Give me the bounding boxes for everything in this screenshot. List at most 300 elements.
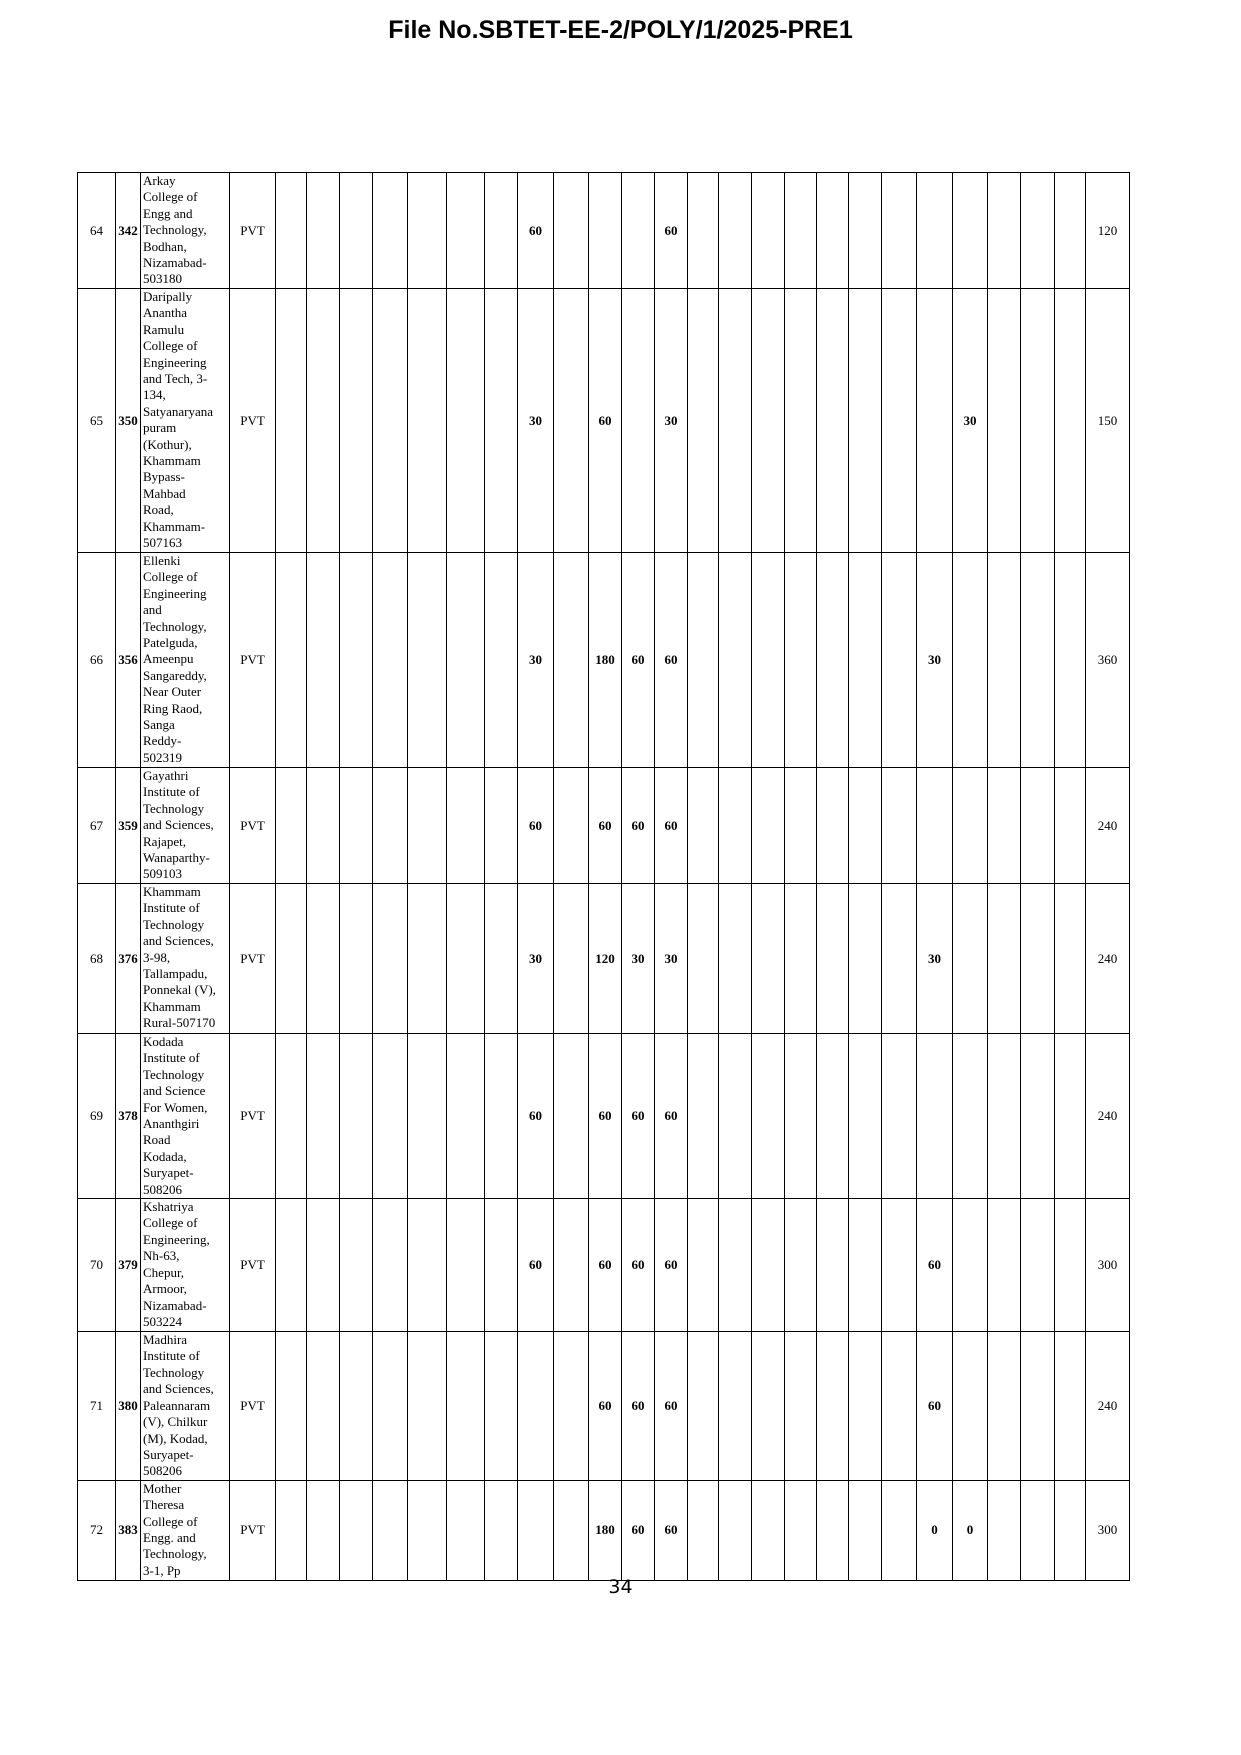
college-name-line: and Sciences, bbox=[143, 817, 214, 833]
intake-cell: 60 bbox=[622, 553, 655, 768]
intake-cell bbox=[719, 173, 752, 289]
intake-cell bbox=[307, 289, 340, 553]
intake-cell bbox=[953, 553, 988, 768]
college-name-line: For Women, bbox=[143, 1099, 208, 1115]
college-name-line: Kshatriya bbox=[143, 1199, 194, 1215]
college-name-line: Engineering bbox=[143, 354, 207, 370]
intake-cell bbox=[276, 173, 307, 289]
intake-cell: 60 bbox=[655, 1332, 688, 1481]
intake-cell bbox=[276, 289, 307, 553]
intake-cell bbox=[447, 553, 485, 768]
intake-cell bbox=[554, 1480, 589, 1580]
intake-cell bbox=[340, 884, 373, 1034]
college-name-line: 508206 bbox=[143, 1463, 182, 1479]
intake-cell bbox=[688, 768, 719, 884]
intake-cell bbox=[953, 1034, 988, 1199]
intake-cell bbox=[817, 884, 849, 1034]
intake-cell bbox=[518, 1332, 554, 1481]
table-row bbox=[78, 1199, 1130, 1332]
intake-cell: 60 bbox=[917, 1332, 953, 1481]
intake-cell bbox=[485, 768, 518, 884]
intake-cell bbox=[1055, 289, 1086, 553]
college-name-line: Gayathri bbox=[143, 768, 189, 783]
intake-cell bbox=[785, 1332, 817, 1481]
page-number: 34 bbox=[608, 1576, 633, 1598]
college-name-line: Madhira bbox=[143, 1332, 188, 1348]
college-name-line: Institute of bbox=[143, 1050, 200, 1066]
institution-type-cell: PVT bbox=[230, 173, 276, 289]
college-name-line: Ellenki bbox=[143, 553, 181, 568]
intake-cell bbox=[276, 553, 307, 768]
college-name-line: Satyanaryana bbox=[143, 403, 214, 419]
intake-cell bbox=[988, 884, 1021, 1034]
intake-cell: 60 bbox=[917, 1199, 953, 1332]
intake-cell bbox=[688, 884, 719, 1034]
intake-cell bbox=[518, 1480, 554, 1580]
college-name-line: Institute of bbox=[143, 784, 200, 800]
intake-cell bbox=[953, 1332, 988, 1481]
college-name-line: Khammam- bbox=[143, 518, 206, 534]
intake-cell bbox=[554, 553, 589, 768]
intake-cell bbox=[849, 1199, 882, 1332]
intake-cell bbox=[988, 1199, 1021, 1332]
table-row bbox=[78, 884, 1130, 1034]
college-name-line: Ponnekal (V), bbox=[143, 982, 216, 998]
college-code-cell: 359 bbox=[116, 768, 141, 884]
college-name-line: puram bbox=[143, 420, 177, 436]
college-name-line: Anantha bbox=[143, 305, 188, 321]
intake-cell bbox=[953, 884, 988, 1034]
serial-number-cell: 67 bbox=[78, 768, 116, 884]
college-name-line: Nizamabad- bbox=[143, 1297, 207, 1313]
college-name-line: Paleannaram bbox=[143, 1397, 211, 1413]
college-name-line: 3-1, Pp bbox=[143, 1562, 181, 1578]
college-name-line: Institute of bbox=[143, 900, 200, 916]
intake-cell bbox=[849, 1034, 882, 1199]
intake-cell bbox=[373, 173, 408, 289]
intake-cell bbox=[589, 173, 622, 289]
college-name-line: Chepur, bbox=[143, 1264, 184, 1280]
intake-cell bbox=[276, 1199, 307, 1332]
intake-cell bbox=[752, 553, 785, 768]
serial-number-cell: 65 bbox=[78, 289, 116, 553]
intake-cell bbox=[485, 553, 518, 768]
intake-cell: 60 bbox=[655, 1034, 688, 1199]
college-name-line: Khammam bbox=[143, 998, 201, 1014]
intake-cell bbox=[485, 884, 518, 1034]
intake-cell bbox=[849, 1332, 882, 1481]
intake-cell bbox=[882, 1199, 917, 1332]
intake-cell bbox=[485, 173, 518, 289]
intake-cell bbox=[373, 768, 408, 884]
intake-cell bbox=[485, 1480, 518, 1580]
intake-cell bbox=[849, 768, 882, 884]
table-row bbox=[78, 768, 1130, 884]
intake-cell: 30 bbox=[953, 289, 988, 553]
total-intake-cell: 300 bbox=[1086, 1480, 1130, 1580]
intake-cell bbox=[307, 768, 340, 884]
intake-cell bbox=[408, 173, 447, 289]
intake-cell bbox=[688, 173, 719, 289]
intake-cell bbox=[988, 289, 1021, 553]
intake-cell bbox=[554, 1199, 589, 1332]
total-intake-cell: 240 bbox=[1086, 1034, 1130, 1199]
intake-cell bbox=[849, 884, 882, 1034]
college-name-line: 134, bbox=[143, 387, 166, 403]
intake-cell bbox=[719, 1034, 752, 1199]
college-code-cell: 350 bbox=[116, 289, 141, 553]
serial-number-cell: 70 bbox=[78, 1199, 116, 1332]
intake-cell bbox=[785, 1034, 817, 1199]
intake-cell: 30 bbox=[917, 884, 953, 1034]
intake-cell bbox=[917, 173, 953, 289]
institution-type-cell: PVT bbox=[230, 1332, 276, 1481]
college-name-line: Mother bbox=[143, 1480, 182, 1496]
intake-cell bbox=[688, 1332, 719, 1481]
college-name-line: and Science bbox=[143, 1083, 206, 1099]
intake-cell bbox=[408, 1034, 447, 1199]
intake-cell bbox=[1021, 1199, 1055, 1332]
college-name-line: Ameenpu bbox=[143, 651, 194, 667]
intake-cell bbox=[373, 1034, 408, 1199]
college-name-line: Theresa bbox=[143, 1497, 185, 1513]
intake-cell bbox=[752, 1480, 785, 1580]
intake-cell: 30 bbox=[917, 553, 953, 768]
intake-cell: 180 bbox=[589, 1480, 622, 1580]
intake-cell bbox=[485, 289, 518, 553]
intake-cell bbox=[785, 173, 817, 289]
intake-cell bbox=[408, 289, 447, 553]
college-name-line: Mahbad bbox=[143, 485, 186, 501]
intake-cell bbox=[882, 173, 917, 289]
intake-cell bbox=[953, 173, 988, 289]
serial-number-cell: 71 bbox=[78, 1332, 116, 1481]
intake-cell bbox=[849, 1480, 882, 1580]
intake-cell bbox=[447, 884, 485, 1034]
college-name-line: (V), Chilkur bbox=[143, 1414, 208, 1430]
intake-cell bbox=[752, 173, 785, 289]
college-name-cell bbox=[141, 1034, 230, 1199]
intake-cell bbox=[719, 1332, 752, 1481]
intake-cell bbox=[340, 553, 373, 768]
intake-cell bbox=[817, 553, 849, 768]
college-name-line: 3-98, bbox=[143, 949, 171, 965]
intake-cell bbox=[276, 884, 307, 1034]
college-name-line: and bbox=[143, 602, 162, 618]
college-name-line: Bodhan, bbox=[143, 238, 187, 254]
intake-cell bbox=[1055, 173, 1086, 289]
intake-cell bbox=[622, 289, 655, 553]
intake-cell: 60 bbox=[518, 1199, 554, 1332]
college-name-cell bbox=[141, 884, 230, 1034]
intake-cell bbox=[1021, 173, 1055, 289]
intake-cell bbox=[817, 1199, 849, 1332]
total-intake-cell: 240 bbox=[1086, 768, 1130, 884]
intake-cell: 60 bbox=[622, 1480, 655, 1580]
college-name-line: Wanaparthy- bbox=[143, 850, 210, 866]
college-code-cell: 380 bbox=[116, 1332, 141, 1481]
intake-cell bbox=[408, 1480, 447, 1580]
intake-cell bbox=[307, 884, 340, 1034]
college-name-line: Near Outer bbox=[143, 684, 202, 700]
college-name-line: Daripally bbox=[143, 289, 193, 304]
intake-cell: 60 bbox=[622, 1034, 655, 1199]
intake-cell bbox=[447, 1034, 485, 1199]
college-name-line: and Tech, 3- bbox=[143, 371, 208, 387]
college-name-line: College of bbox=[143, 189, 198, 205]
college-name-line: Ramulu bbox=[143, 321, 185, 337]
intake-cell bbox=[373, 1480, 408, 1580]
college-name-line: Technology, bbox=[143, 222, 207, 238]
college-name-line: Khammam bbox=[143, 884, 201, 899]
intake-cell bbox=[373, 553, 408, 768]
intake-cell bbox=[785, 553, 817, 768]
college-name-line: Technology, bbox=[143, 1546, 207, 1562]
intake-cell bbox=[340, 768, 373, 884]
college-name-line: Sanga bbox=[143, 717, 175, 733]
college-name-line: Ring Raod, bbox=[143, 700, 203, 716]
intake-cell bbox=[485, 1199, 518, 1332]
intake-cell: 60 bbox=[655, 173, 688, 289]
college-name-line: Engineering bbox=[143, 585, 207, 601]
college-name-cell bbox=[141, 173, 230, 289]
intake-cell bbox=[988, 1034, 1021, 1199]
intake-cell: 30 bbox=[655, 884, 688, 1034]
college-name-line: College of bbox=[143, 338, 198, 354]
intake-cell bbox=[340, 1034, 373, 1199]
intake-cell bbox=[1021, 289, 1055, 553]
intake-cell bbox=[373, 884, 408, 1034]
intake-cell bbox=[752, 768, 785, 884]
college-name-line: Patelguda, bbox=[143, 635, 198, 651]
college-name-line: (Kothur), bbox=[143, 436, 192, 452]
intake-cell bbox=[622, 173, 655, 289]
total-intake-cell: 150 bbox=[1086, 289, 1130, 553]
college-code-cell: 376 bbox=[116, 884, 141, 1034]
college-code-cell: 378 bbox=[116, 1034, 141, 1199]
college-name-line: Road, bbox=[143, 502, 174, 518]
intake-cell bbox=[554, 1332, 589, 1481]
table-row bbox=[78, 1034, 1130, 1199]
intake-cell: 0 bbox=[917, 1480, 953, 1580]
institution-type-cell: PVT bbox=[230, 768, 276, 884]
intake-cell bbox=[1055, 1480, 1086, 1580]
serial-number-cell: 69 bbox=[78, 1034, 116, 1199]
intake-cell bbox=[485, 1332, 518, 1481]
intake-cell bbox=[688, 1480, 719, 1580]
college-name-line: Kodada bbox=[143, 1034, 184, 1049]
intake-cell bbox=[340, 1480, 373, 1580]
intake-cell bbox=[373, 1332, 408, 1481]
total-intake-cell: 120 bbox=[1086, 173, 1130, 289]
intake-cell bbox=[917, 768, 953, 884]
intake-cell bbox=[719, 553, 752, 768]
college-name-line: and Sciences, bbox=[143, 933, 214, 949]
intake-cell bbox=[554, 768, 589, 884]
intake-cell bbox=[1021, 768, 1055, 884]
intake-cell bbox=[752, 1034, 785, 1199]
college-name-line: Institute of bbox=[143, 1348, 200, 1364]
college-name-line: 502319 bbox=[143, 749, 182, 765]
college-name-line: Sangareddy, bbox=[143, 667, 207, 683]
intake-cell: 60 bbox=[518, 1034, 554, 1199]
intake-cell bbox=[817, 1332, 849, 1481]
intake-cell bbox=[752, 884, 785, 1034]
intake-cell bbox=[752, 1332, 785, 1481]
intake-cell bbox=[1055, 553, 1086, 768]
intake-cell bbox=[953, 768, 988, 884]
intake-cell bbox=[1055, 1332, 1086, 1481]
table-row bbox=[78, 173, 1130, 289]
intake-cell bbox=[719, 1199, 752, 1332]
intake-cell: 60 bbox=[655, 553, 688, 768]
college-name-line: Road bbox=[143, 1132, 171, 1148]
serial-number-cell: 64 bbox=[78, 173, 116, 289]
college-name-cell bbox=[141, 289, 230, 553]
intake-cell bbox=[1021, 1332, 1055, 1481]
intake-cell bbox=[882, 1480, 917, 1580]
college-name-line: Kodada, bbox=[143, 1148, 187, 1164]
total-intake-cell: 240 bbox=[1086, 884, 1130, 1034]
intake-cell bbox=[688, 289, 719, 553]
college-name-line: College of bbox=[143, 1513, 198, 1529]
college-name-line: Suryapet- bbox=[143, 1446, 194, 1462]
college-name-cell bbox=[141, 553, 230, 768]
intake-cell bbox=[1055, 1199, 1086, 1332]
intake-cell: 30 bbox=[518, 884, 554, 1034]
intake-cell: 30 bbox=[655, 289, 688, 553]
college-name-cell bbox=[141, 768, 230, 884]
intake-cell bbox=[340, 173, 373, 289]
file-number-header: File No.SBTET-EE-2/POLY/1/2025-PRE1 bbox=[388, 16, 853, 44]
college-name-line: Rajapet, bbox=[143, 833, 186, 849]
intake-table bbox=[77, 172, 1130, 1581]
college-name-line: Engg and bbox=[143, 205, 193, 221]
intake-cell: 60 bbox=[622, 768, 655, 884]
college-code-cell: 342 bbox=[116, 173, 141, 289]
intake-cell bbox=[882, 289, 917, 553]
college-name-cell bbox=[141, 1480, 230, 1580]
intake-cell: 60 bbox=[589, 1332, 622, 1481]
college-name-line: Suryapet- bbox=[143, 1165, 194, 1181]
intake-cell: 60 bbox=[622, 1332, 655, 1481]
intake-cell bbox=[485, 1034, 518, 1199]
college-name-line: Engg. and bbox=[143, 1529, 196, 1545]
college-name-line: College of bbox=[143, 569, 198, 585]
college-name-line: Technology bbox=[143, 916, 205, 932]
intake-cell bbox=[307, 1199, 340, 1332]
intake-cell bbox=[817, 768, 849, 884]
intake-cell: 60 bbox=[518, 768, 554, 884]
intake-cell bbox=[785, 1199, 817, 1332]
intake-cell: 60 bbox=[655, 1480, 688, 1580]
intake-cell bbox=[752, 289, 785, 553]
intake-cell bbox=[849, 553, 882, 768]
intake-cell bbox=[408, 1332, 447, 1481]
intake-cell bbox=[988, 553, 1021, 768]
college-name-line: 509103 bbox=[143, 866, 182, 882]
intake-cell bbox=[1021, 1480, 1055, 1580]
college-name-line: 503224 bbox=[143, 1313, 182, 1329]
intake-cell bbox=[408, 768, 447, 884]
college-name-line: Engineering, bbox=[143, 1231, 210, 1247]
institution-type-cell: PVT bbox=[230, 289, 276, 553]
intake-cell bbox=[688, 553, 719, 768]
intake-cell bbox=[340, 1199, 373, 1332]
intake-cell bbox=[785, 289, 817, 553]
table-row bbox=[78, 1332, 1130, 1481]
college-name-cell bbox=[141, 1332, 230, 1481]
college-code-cell: 383 bbox=[116, 1480, 141, 1580]
intake-cell bbox=[447, 1480, 485, 1580]
intake-cell bbox=[688, 1034, 719, 1199]
intake-cell bbox=[408, 884, 447, 1034]
college-name-line: Armoor, bbox=[143, 1281, 187, 1297]
college-name-line: Nh-63, bbox=[143, 1248, 180, 1264]
intake-cell bbox=[408, 1199, 447, 1332]
intake-cell bbox=[719, 1480, 752, 1580]
intake-cell bbox=[554, 884, 589, 1034]
intake-cell bbox=[307, 553, 340, 768]
intake-cell bbox=[554, 173, 589, 289]
intake-cell bbox=[447, 173, 485, 289]
intake-cell bbox=[953, 1199, 988, 1332]
intake-cell bbox=[785, 1480, 817, 1580]
intake-cell bbox=[917, 289, 953, 553]
college-name-line: 503180 bbox=[143, 271, 182, 287]
college-name-line: (M), Kodad, bbox=[143, 1430, 208, 1446]
intake-cell bbox=[719, 289, 752, 553]
college-name-line: Rural-507170 bbox=[143, 1015, 216, 1031]
intake-cell bbox=[307, 1332, 340, 1481]
intake-cell bbox=[817, 1034, 849, 1199]
college-name-line: Arkay bbox=[143, 173, 176, 188]
table-row bbox=[78, 1480, 1130, 1580]
intake-cell: 30 bbox=[518, 553, 554, 768]
institution-type-cell: PVT bbox=[230, 1034, 276, 1199]
intake-cell bbox=[719, 768, 752, 884]
college-name-line: 508206 bbox=[143, 1181, 182, 1197]
intake-cell bbox=[276, 1332, 307, 1481]
total-intake-cell: 240 bbox=[1086, 1332, 1130, 1481]
intake-cell bbox=[817, 1480, 849, 1580]
intake-cell bbox=[988, 1480, 1021, 1580]
serial-number-cell: 68 bbox=[78, 884, 116, 1034]
intake-cell bbox=[276, 768, 307, 884]
intake-cell: 30 bbox=[518, 289, 554, 553]
intake-cell: 60 bbox=[589, 1199, 622, 1332]
intake-cell: 0 bbox=[953, 1480, 988, 1580]
college-code-cell: 379 bbox=[116, 1199, 141, 1332]
intake-cell bbox=[817, 289, 849, 553]
intake-cell bbox=[719, 884, 752, 1034]
intake-cell bbox=[785, 768, 817, 884]
intake-cell bbox=[849, 289, 882, 553]
college-name-line: Ananthgiri bbox=[143, 1116, 200, 1132]
institution-type-cell: PVT bbox=[230, 884, 276, 1034]
intake-cell bbox=[276, 1480, 307, 1580]
intake-cell bbox=[554, 1034, 589, 1199]
intake-cell bbox=[447, 289, 485, 553]
intake-cell bbox=[688, 1199, 719, 1332]
intake-cell bbox=[447, 768, 485, 884]
intake-cell bbox=[1055, 884, 1086, 1034]
institution-type-cell: PVT bbox=[230, 1199, 276, 1332]
intake-cell bbox=[988, 1332, 1021, 1481]
intake-cell: 60 bbox=[655, 768, 688, 884]
table-row bbox=[78, 289, 1130, 553]
serial-number-cell: 72 bbox=[78, 1480, 116, 1580]
